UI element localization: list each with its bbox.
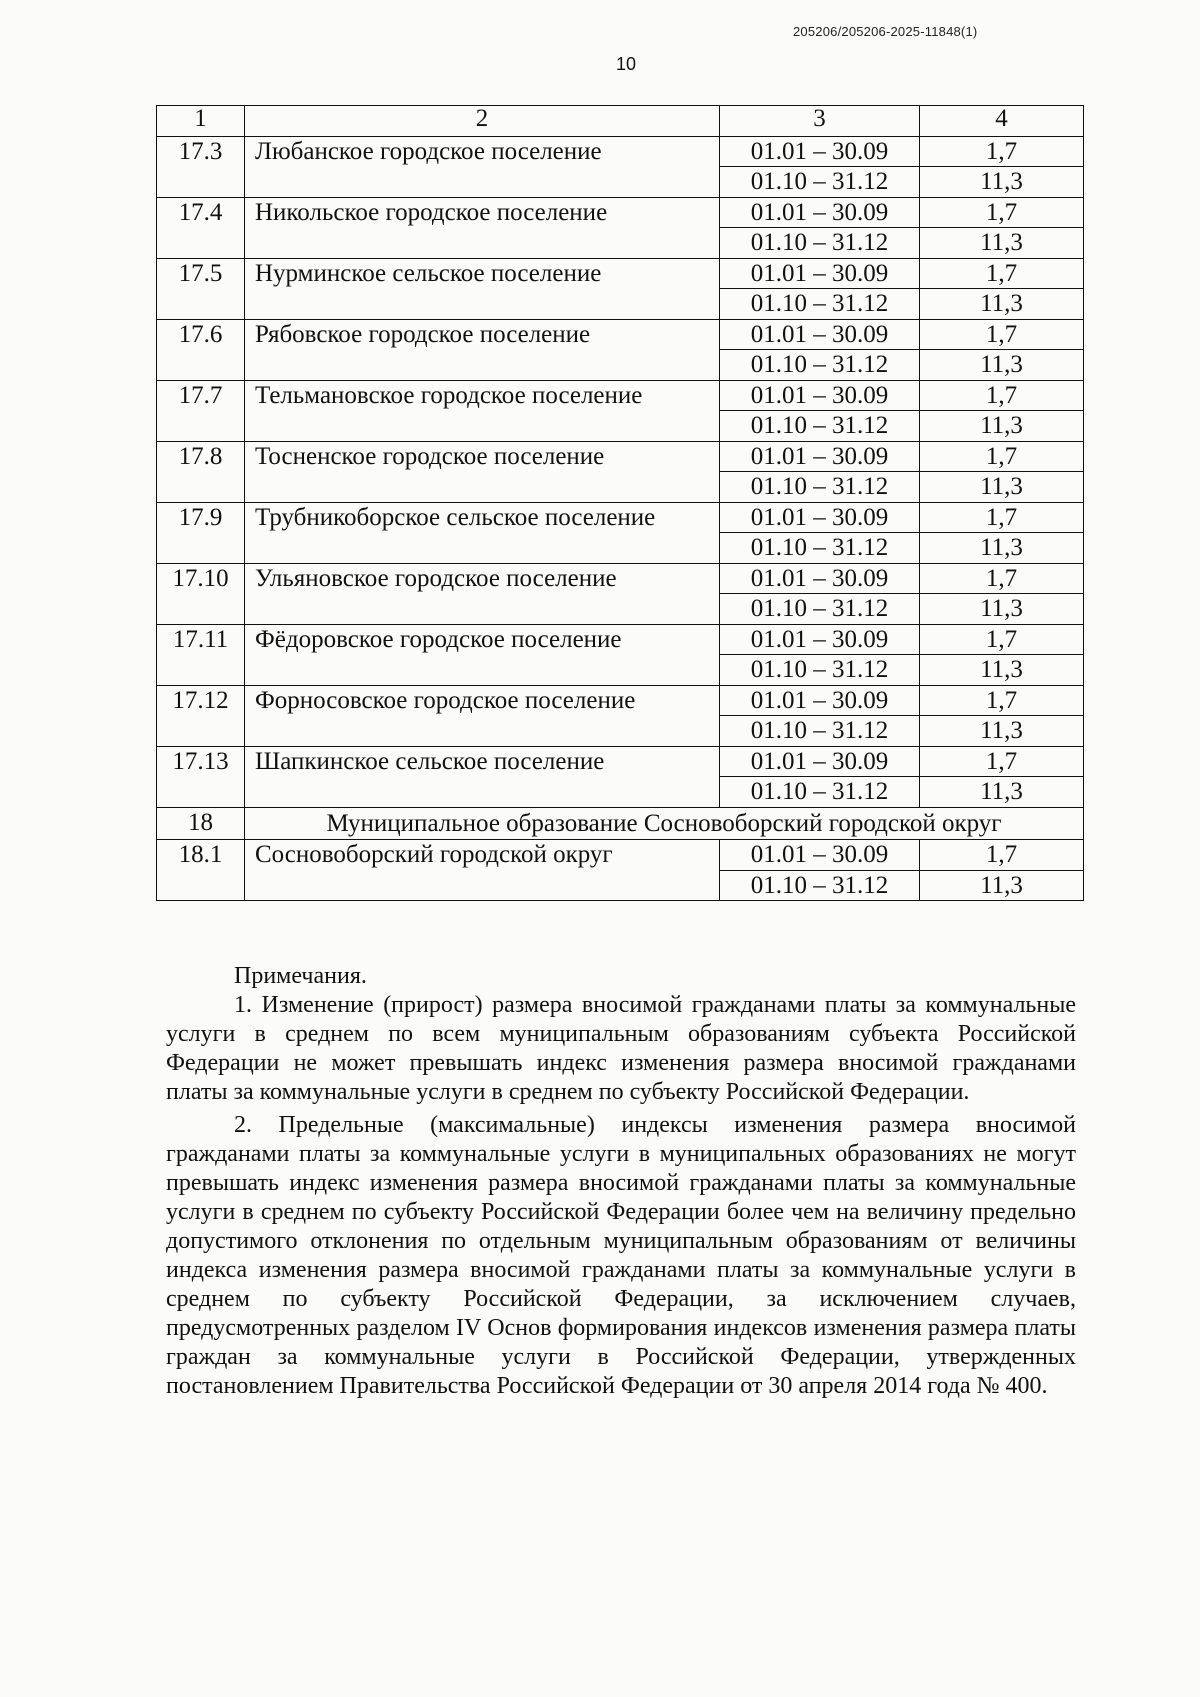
municipality-name: Тельмановское городское поселение [245, 380, 720, 441]
index-value-cell: 11,3 [920, 533, 1084, 564]
period-cell: 01.10 – 31.12 [720, 289, 920, 320]
period-cell: 01.01 – 30.09 [720, 197, 920, 228]
section-number: 18 [157, 807, 245, 840]
index-value-cell: 11,3 [920, 655, 1084, 686]
period-cell: 01.01 – 30.09 [720, 319, 920, 350]
note-item: 1. Изменение (прирост) размера вносимой гражданами платы за коммунальные услуги в среднем по всем муниципальным образованиям субъекта Российской Федерации не может превышать индекс изменения размера вносимой гражданами платы за коммунальные услуги в среднем по субъекту Российской Федерации. [166, 992, 1076, 1105]
index-value-cell: 1,7 [920, 746, 1084, 777]
column-header: 2 [245, 106, 720, 137]
row-number: 17.9 [157, 502, 245, 563]
index-value-cell: 1,7 [920, 502, 1084, 533]
row-number: 18.1 [157, 840, 245, 901]
table-row [157, 624, 1084, 655]
index-value-cell: 11,3 [920, 411, 1084, 442]
period-cell: 01.10 – 31.12 [720, 655, 920, 686]
index-value-cell: 11,3 [920, 870, 1084, 901]
row-number: 17.11 [157, 624, 245, 685]
index-value-cell: 1,7 [920, 441, 1084, 472]
index-value-cell: 1,7 [920, 840, 1084, 871]
notes-title: Примечания. [234, 963, 367, 989]
index-value-cell: 11,3 [920, 167, 1084, 198]
municipality-name: Фёдоровское городское поселение [245, 624, 720, 685]
period-cell: 01.10 – 31.12 [720, 472, 920, 503]
index-value-cell: 1,7 [920, 136, 1084, 167]
index-value-cell: 1,7 [920, 197, 1084, 228]
period-cell: 01.10 – 31.12 [720, 870, 920, 901]
period-cell: 01.01 – 30.09 [720, 685, 920, 716]
table-header-row [157, 106, 1084, 137]
period-cell: 01.01 – 30.09 [720, 441, 920, 472]
tariff-table-body [157, 106, 1084, 901]
table-row [157, 746, 1084, 777]
row-number: 17.13 [157, 746, 245, 807]
period-cell: 01.10 – 31.12 [720, 594, 920, 625]
table-row [157, 502, 1084, 533]
row-number: 17.3 [157, 136, 245, 197]
column-header: 3 [720, 106, 920, 137]
municipality-name: Шапкинское сельское поселение [245, 746, 720, 807]
municipality-name: Трубникоборское сельское поселение [245, 502, 720, 563]
table-row [157, 380, 1084, 411]
index-value-cell: 11,3 [920, 777, 1084, 808]
table-row [157, 563, 1084, 594]
index-value-cell: 1,7 [920, 563, 1084, 594]
page-number: 10 [616, 54, 637, 74]
index-value-cell: 1,7 [920, 685, 1084, 716]
period-cell: 01.10 – 31.12 [720, 533, 920, 564]
period-cell: 01.01 – 30.09 [720, 380, 920, 411]
period-cell: 01.01 – 30.09 [720, 840, 920, 871]
table-row [157, 840, 1084, 871]
index-value-cell: 11,3 [920, 350, 1084, 381]
period-cell: 01.01 – 30.09 [720, 258, 920, 289]
period-cell: 01.10 – 31.12 [720, 411, 920, 442]
period-cell: 01.10 – 31.12 [720, 716, 920, 747]
period-cell: 01.01 – 30.09 [720, 502, 920, 533]
index-value-cell: 1,7 [920, 624, 1084, 655]
row-number: 17.12 [157, 685, 245, 746]
index-value-cell: 11,3 [920, 716, 1084, 747]
index-value-cell: 11,3 [920, 228, 1084, 259]
index-value-cell: 1,7 [920, 319, 1084, 350]
index-value-cell: 11,3 [920, 289, 1084, 320]
period-cell: 01.10 – 31.12 [720, 167, 920, 198]
row-number: 17.5 [157, 258, 245, 319]
table-row [157, 441, 1084, 472]
municipality-name: Форносовское городское поселение [245, 685, 720, 746]
period-cell: 01.01 – 30.09 [720, 563, 920, 594]
index-value-cell: 11,3 [920, 472, 1084, 503]
row-number: 17.4 [157, 197, 245, 258]
period-cell: 01.01 – 30.09 [720, 746, 920, 777]
column-header: 1 [157, 106, 245, 137]
municipality-name: Никольское городское поселение [245, 197, 720, 258]
row-number: 17.7 [157, 380, 245, 441]
column-header: 4 [920, 106, 1084, 137]
row-number: 17.8 [157, 441, 245, 502]
section-row [157, 807, 1084, 840]
document-id: 205206/205206-2025-11848(1) [793, 24, 978, 39]
note-item: 2. Предельные (максимальные) индексы изменения размера вносимой гражданами платы за коммунальные услуги в муниципальных образованиях не могут превышать индекс изменения размера вносимой гражданами платы за коммунальные услуги в среднем по субъекту Российской Федерации более чем на величину предельно допустимого отклонения по отдельным муниципальным образованиям от величины индекса изменения размера вносимой гражданами платы за коммунальные услуги в среднем по субъекту Российской Федерации, за исключением случаев, предусмотренных разделом IV Основ формирования индексов изменения размера платы граждан за коммунальные услуги в Российской Федерации, утвержденных постановлением Правительства Российской Федерации от 30 апреля 2014 года № 400. [166, 1112, 1076, 1399]
municipality-name: Ульяновское городское поселение [245, 563, 720, 624]
row-number: 17.6 [157, 319, 245, 380]
municipality-name: Сосновоборский городской округ [245, 840, 720, 901]
period-cell: 01.10 – 31.12 [720, 350, 920, 381]
section-title: Муниципальное образование Сосновоборский городской округ [245, 807, 1084, 840]
period-cell: 01.01 – 30.09 [720, 624, 920, 655]
table-row [157, 136, 1084, 167]
period-cell: 01.10 – 31.12 [720, 228, 920, 259]
tariff-table-container [156, 105, 1084, 901]
period-cell: 01.01 – 30.09 [720, 136, 920, 167]
table-row [157, 258, 1084, 289]
index-value-cell: 1,7 [920, 258, 1084, 289]
municipality-name: Нурминское сельское поселение [245, 258, 720, 319]
table-row [157, 319, 1084, 350]
table-row [157, 685, 1084, 716]
notes-section [166, 962, 1076, 1405]
tariff-table [156, 105, 1084, 901]
period-cell: 01.10 – 31.12 [720, 777, 920, 808]
row-number: 17.10 [157, 563, 245, 624]
table-row [157, 197, 1084, 228]
municipality-name: Рябовское городское поселение [245, 319, 720, 380]
index-value-cell: 1,7 [920, 380, 1084, 411]
municipality-name: Любанское городское поселение [245, 136, 720, 197]
municipality-name: Тосненское городское поселение [245, 441, 720, 502]
index-value-cell: 11,3 [920, 594, 1084, 625]
